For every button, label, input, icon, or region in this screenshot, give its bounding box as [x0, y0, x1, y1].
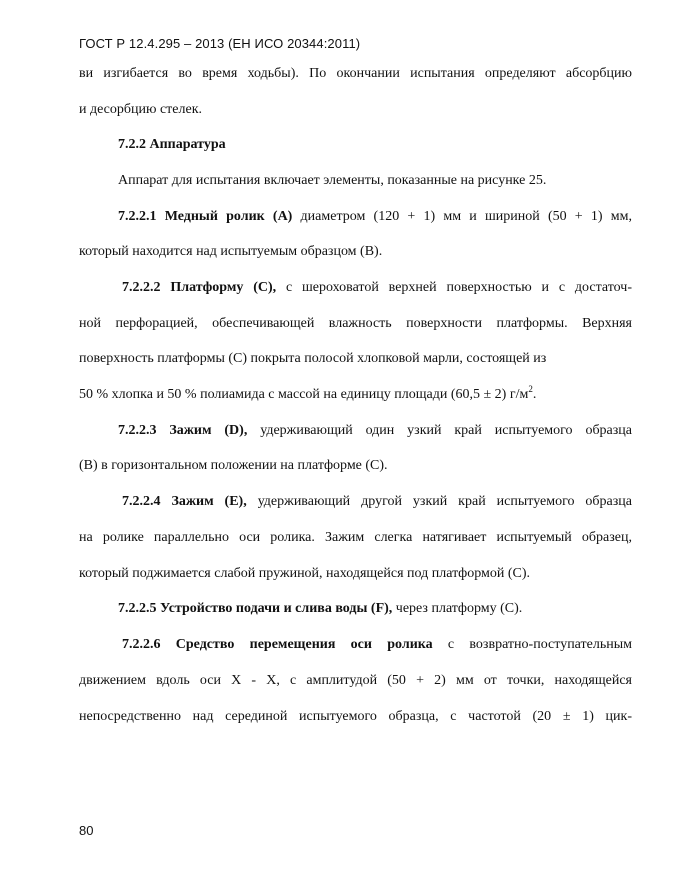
text-line: 50 % хлопка и 50 % полиамида с массой на единицу площади (60,5 ± 2) $г/м^2$.: [79, 384, 537, 402]
text-line: и десорбцию стелек.: [79, 102, 203, 117]
text-line: Аппарат для испытания включает элементы, показанные на рисунке 25.: [118, 173, 547, 188]
text-line: поверхность платформы (С) покрыта полосой хлопковой марли, состоящей из: [79, 351, 547, 366]
clause-7-2-2-2: 7.2.2.2 Платформу (С), с шероховатой верхней поверхностью и с достаточ-: [122, 280, 632, 295]
section-heading: 7.2.2 Аппаратура: [118, 137, 226, 152]
clause-title: 7.2.2.4 Зажим (Е),: [122, 494, 247, 509]
text-line: движением вдоль оси X - X, с амплитудой (50 + 2) мм от точки, находящейся: [79, 673, 632, 688]
clause-title: 7.2.2.3 Зажим (D),: [118, 423, 248, 438]
document-header: ГОСТ Р 12.4.295 – 2013 (ЕН ИСО 20344:2011): [79, 36, 361, 51]
text-line: непосредственно над серединой испытуемого образца, с частотой (20 ± 1) цик-: [79, 709, 632, 724]
superscript: 2: [528, 384, 533, 394]
clause-7-2-2-6: 7.2.2.6 Средство перемещения оси ролика с возвратно-поступательным: [122, 637, 632, 652]
clause-title: 7.2.2.2 Платформу (С),: [122, 280, 277, 295]
text-line: ной перфорацией, обеспечивающей влажность поверхности платформы. Верхняя: [79, 316, 632, 331]
text-line: ви изгибается во время ходьбы). По окончании испытания определяют абсорбцию: [79, 66, 632, 81]
clause-7-2-2-4: 7.2.2.4 Зажим (Е), удерживающий другой узкий край испытуемого образца: [122, 494, 633, 509]
text-line: на ролике параллельно оси ролика. Зажим слегка натягивает испытуемый образец,: [79, 530, 632, 545]
clause-7-2-2-1: 7.2.2.1 Медный ролик (А) диаметром (120 + 1) мм и шириной (50 + 1) мм,: [118, 209, 632, 224]
text-line: который поджимается слабой пружиной, находящейся под платформой (С).: [79, 566, 531, 581]
page-number: 80: [79, 823, 94, 838]
clause-title: 7.2.2.6 Средство перемещения оси ролика: [122, 637, 433, 652]
text-line: (В) в горизонтальном положении на платформе (С).: [79, 458, 388, 473]
clause-title: 7.2.2.1 Медный ролик (А): [118, 209, 293, 224]
clause-7-2-2-3: 7.2.2.3 Зажим (D), удерживающий один узкий край испытуемого образца: [118, 423, 633, 438]
clause-title: 7.2.2.5 Устройство подачи и слива воды (F),: [118, 601, 393, 616]
clause-7-2-2-5: 7.2.2.5 Устройство подачи и слива воды (F), через платформу (С).: [118, 601, 523, 616]
text-line: который находится над испытуемым образцом (В).: [79, 244, 383, 259]
